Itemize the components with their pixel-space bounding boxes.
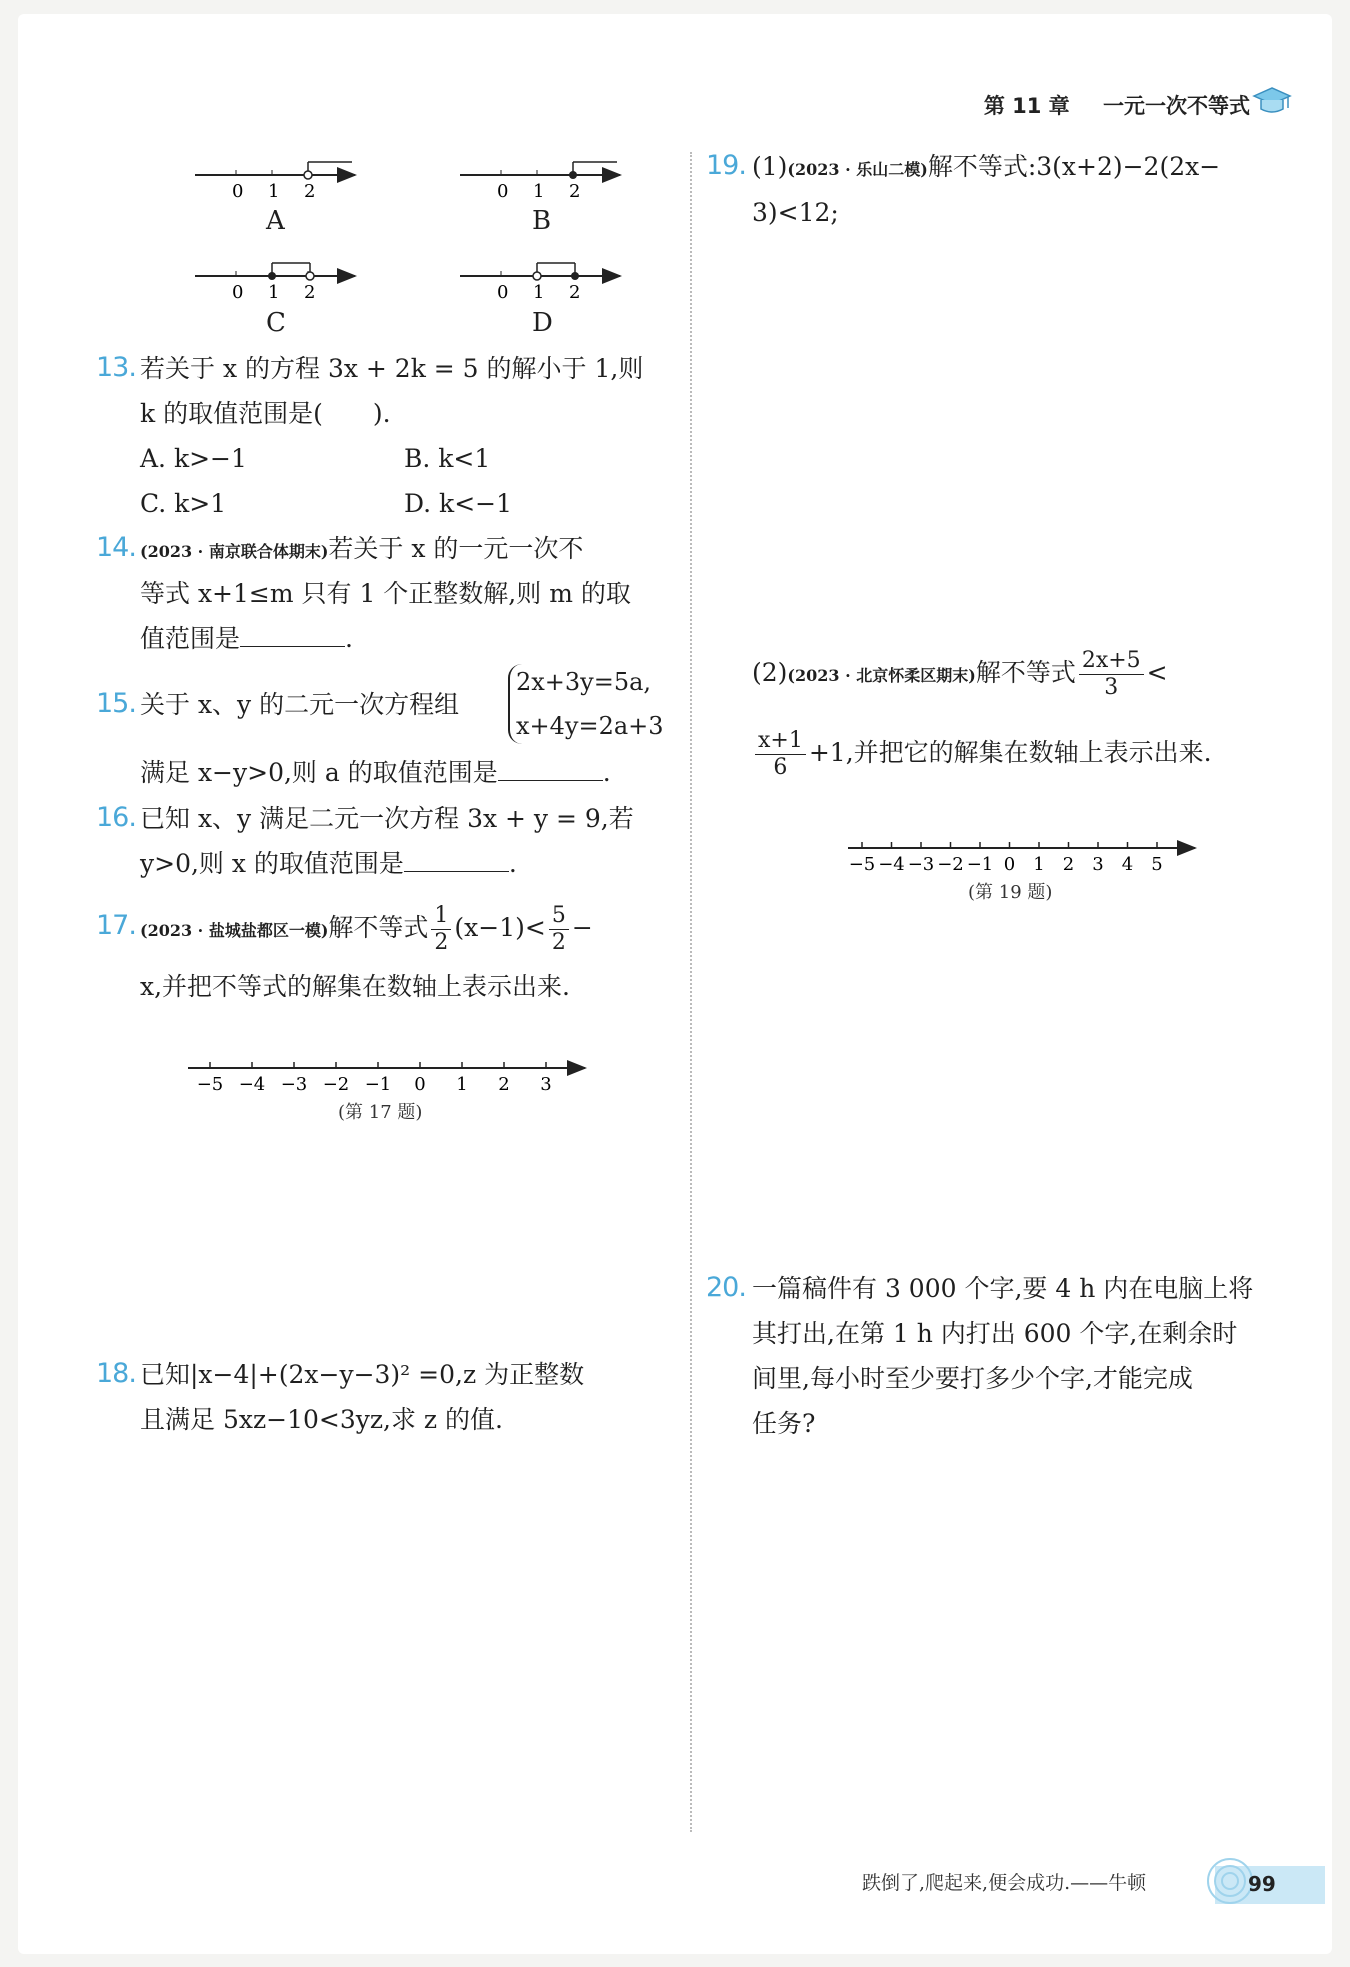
question-18-line2: 且满足 5xz−10<3yz,求 z 的值. [140,1405,503,1434]
question-19-part2 [752,645,1168,704]
chapter-header [984,90,1250,120]
fraction-five-halves: $\frac{5}{2}$ [549,903,569,956]
figure-19-caption: (第 19 题) [968,882,1053,903]
option-c-label: C [266,308,286,338]
part-2-source: (2023 · 北京怀柔区期末) [787,666,976,685]
q12-option-number-lines [180,140,640,340]
question-17-lead: 解不等式 [328,913,429,942]
period: . [345,624,353,653]
option-a-label: A [266,206,285,236]
tick-label: 2 [569,282,581,303]
tick-label: 1 [456,1074,468,1095]
question-14-line1: 若关于 x 的一元一次不 [328,534,584,563]
tick-label: −1 [966,854,994,875]
question-14-prompt: 值范围是 [140,624,241,653]
question-18-number: 18. [96,1358,136,1389]
question-17-mid: (x−1)< [454,913,546,942]
equation-2: x+4y=2a+3 [516,712,664,740]
question-20-line2: 其打出,在第 1 h 内打出 600 个字,在剩余时 [752,1319,1238,1348]
tick-label: 2 [304,181,316,202]
question-20-line3: 间里,每小时至少要打多少个字,才能完成 [752,1364,1193,1393]
footer-quote: 跌倒了,爬起来,便会成功.——牛顿 [862,1872,1147,1894]
figure-17-caption: (第 17 题) [338,1102,423,1123]
equation-1: 2x+3y=5a, [516,668,652,696]
option-c-number-line [195,263,355,303]
question-16-number: 16. [96,802,136,833]
question-19-part1-line2: 3)<12; [752,198,839,227]
tick-label: 0 [232,282,244,303]
part-1-source: (2023 · 乐山二模) [787,160,928,179]
tick-label: 3 [540,1074,552,1095]
option-d-label: D [532,308,553,338]
question-19-number: 19. [706,150,746,181]
tick-label: 0 [414,1074,426,1095]
question-15-number: 15. [96,688,136,719]
fraction-2x-plus-5-over-3: $\frac{2x+5}{3}$ [1079,648,1144,701]
part-2-tail: +1,并把它的解集在数轴上表示出来. [808,738,1212,767]
tick-label: 0 [232,181,244,202]
question-17-text [140,900,593,959]
tick-label: 5 [1151,854,1163,875]
part-2-lead: 解不等式 [975,658,1076,687]
part-1-label: (1) [752,152,788,181]
question-20-line1: 一篇稿件有 3 000 个字,要 4 h 内在电脑上将 [752,1274,1254,1303]
tick-label: −1 [364,1074,392,1095]
tick-label: 1 [1033,854,1045,875]
question-14-number: 14. [96,532,136,563]
question-16-line2 [140,847,517,881]
tick-label: 1 [268,282,280,303]
question-17-number: 17. [96,910,136,941]
question-13-text: 若关于 x 的方程 3x + 2k = 5 的解小于 1,则 [140,354,644,383]
page-number: 99 [1248,1872,1276,1896]
question-20-number: 20. [706,1272,746,1303]
question-14-line3 [140,622,353,656]
option-a-number-line [195,162,355,202]
q17-number-line [180,1050,600,1100]
graduation-cap-icon [1252,84,1292,118]
period: . [508,849,517,878]
tick-label: −3 [280,1074,308,1095]
tick-label: 2 [1062,854,1075,875]
chapter-title: 一元一次不等式 [1103,94,1250,118]
tick-label: −4 [238,1074,266,1095]
question-13-option-b: B. k<1 [404,444,491,473]
tick-label: 0 [1003,854,1016,875]
column-divider [690,152,692,1832]
answer-blank[interactable] [404,849,509,872]
question-13-number: 13. [96,352,136,383]
question-16-prompt: y>0,则 x 的取值范围是 [140,849,404,878]
question-16-text: 已知 x、y 满足二元一次方程 3x + y = 9,若 [140,804,634,833]
question-15-prompt: 满足 x−y>0,则 a 的取值范围是 [140,758,498,787]
tick-label: 4 [1121,854,1134,875]
question-14-text [140,532,583,569]
tick-label: 0 [497,282,509,303]
question-17-tail: − [571,913,593,942]
fraction-one-half: $\frac{1}{2}$ [431,903,451,956]
option-b-number-line [460,162,620,202]
question-14-line2: 等式 x+1≤m 只有 1 个正整数解,则 m 的取 [140,579,631,608]
tick-label: 2 [569,181,581,202]
tick-label: −5 [848,854,876,875]
question-15-line2 [140,756,611,790]
tick-label: −2 [937,854,964,875]
question-19-part2-line2 [752,725,1212,781]
tick-label: 2 [304,282,316,303]
fraction-x-plus-1-over-6: $\frac{x+1}{6}$ [755,728,806,781]
option-b-label: B [532,206,552,236]
period: . [602,758,611,787]
answer-blank[interactable] [498,758,603,781]
question-13-option-c: C. k>1 [140,489,227,518]
tick-label: 0 [497,181,509,202]
tick-label: 3 [1092,854,1104,875]
tick-label: −3 [907,854,935,875]
question-17-source: (2023 · 盐城盐都区一模) [140,921,329,940]
question-14-source: (2023 · 南京联合体期末) [140,542,329,561]
question-15-text: 关于 x、y 的二元一次方程组 [140,690,460,719]
question-18-text: 已知|x−4|+(2x−y−3)² =0,z 为正整数 [140,1360,585,1389]
option-d-number-line [460,263,620,303]
tick-label: 1 [533,181,545,202]
part-2-label: (2) [752,658,788,687]
question-13-option-d: D. k<−1 [404,489,512,518]
less-than-sign: < [1146,658,1168,687]
question-20-line4: 任务? [752,1409,816,1438]
tick-label: −4 [878,854,905,875]
tick-label: 1 [268,181,280,202]
question-19-part1 [752,150,1220,187]
answer-blank[interactable] [240,624,345,647]
tick-label: 2 [498,1074,510,1095]
chapter-number: 第 11 章 [983,94,1070,118]
tick-label: −2 [322,1074,350,1095]
question-13-text: k 的取值范围是( ). [140,399,391,428]
tick-label: −5 [196,1074,224,1095]
q19-number-line [840,830,1210,880]
question-13-option-a: A. k>−1 [140,444,247,473]
part-1-text: 解不等式:3(x+2)−2(2x− [927,152,1221,181]
tick-label: 1 [533,282,545,303]
question-17-line2: x,并把不等式的解集在数轴上表示出来. [140,972,570,1001]
